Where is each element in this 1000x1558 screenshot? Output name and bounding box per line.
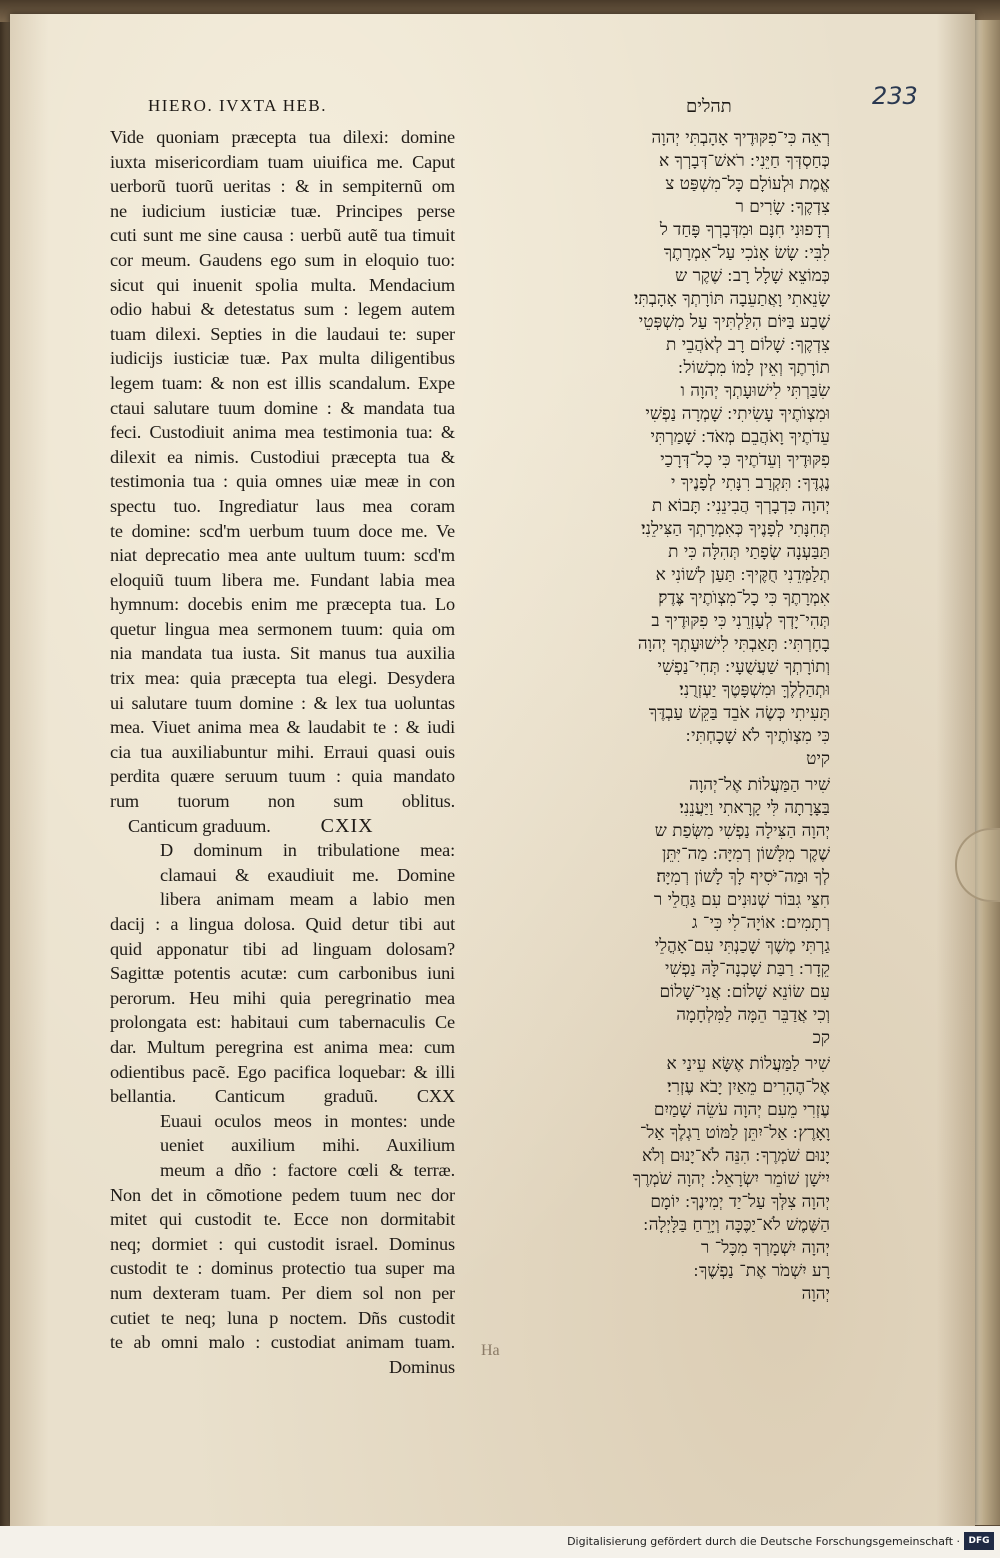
latin-line-text: num dexteram tuam. Per diem sol non per bbox=[110, 1282, 455, 1303]
hebrew-line: תְלַמְּדֵנִי חֻקֶּיךָ ׃ תַּעַן לְשׁוֹנִי א bbox=[655, 565, 830, 585]
hebrew-line: צִדְקֶךָ ׃ שָׁלוֹם רָב לְאֹהֲבֵי ת bbox=[666, 335, 830, 355]
latin-line-text: odio habui & detestatus sum : legem autem bbox=[110, 299, 455, 320]
latin-line-text: ne iudicium iusticiæ tuæ. Principes perse bbox=[110, 200, 455, 221]
latin-line bbox=[110, 1355, 455, 1380]
latin-line-text: Dominus bbox=[389, 1356, 455, 1377]
latin-line-text: odientibus pacẽ. Ego pacifica loquebar: & illi bbox=[110, 1061, 455, 1082]
latin-line-text: quid apponatur tibi ad linguam dolosam? bbox=[110, 938, 455, 959]
hebrew-line: אֶל־הֶהָרִים מֵאַיִן יָבֹא עֶזְרִי׃ bbox=[667, 1077, 830, 1097]
latin-line bbox=[110, 445, 455, 470]
latin-line bbox=[110, 494, 455, 519]
hebrew-line: לִבִּי ׃ שָׂשׂ אָנֹכִי עַל־אִמְרָתֶךָ bbox=[663, 243, 830, 263]
latin-line-text: ueniet auxilium mihi. Auxilium bbox=[160, 1135, 455, 1156]
latin-line-text: cor meum. Gaudens ego sum in eloquio tuo: bbox=[110, 249, 455, 270]
latin-line bbox=[110, 248, 455, 273]
latin-line bbox=[110, 838, 455, 863]
running-head-hebrew: תהלים bbox=[686, 96, 732, 116]
hebrew-line: תְּהִי־יָדְךָ לְעָזְרֵנִי כִּי פִקּוּדֶיךָ ב bbox=[651, 611, 830, 631]
latin-line bbox=[110, 519, 455, 544]
latin-line bbox=[110, 1084, 455, 1109]
latin-line-text: nia mandata tua iusta. Sit manus tua auxilia bbox=[110, 643, 455, 664]
latin-line bbox=[110, 937, 455, 962]
hebrew-line: יְהוָה הַצִּילָה נַפְשִׁי מִשְּׂפַת ש bbox=[654, 821, 830, 841]
hebrew-line: וּתְהַלְלֶךָּ וּמִשְׁפָּטֶךָ יַעְזְרֻנִי׃ bbox=[679, 680, 830, 700]
hebrew-line: קיט bbox=[806, 749, 830, 769]
hebrew-line: עֶזְרִי מֵעִם יְהוָה עֹשֵׂה שָׁמַיִם bbox=[653, 1100, 830, 1120]
latin-line bbox=[110, 297, 455, 322]
latin-line bbox=[110, 1109, 455, 1134]
hebrew-line: לְךָ וּמַה־יֹּסִיף לָךְ לָשׁוֹן רְמִיָּה׃ bbox=[656, 867, 830, 887]
latin-line-text: niat deprecatio mea ante uultum tuum: scd'm bbox=[110, 545, 455, 566]
latin-line-text: hymnum: docebis enim me præcepta tua. Lo bbox=[110, 594, 455, 615]
hebrew-line: שִׂבַּרְתִּי לִישׁוּעָתְךָ יְהוָה ו bbox=[680, 381, 830, 401]
latin-line-text: bellantia. Canticum graduũ. CXX bbox=[110, 1086, 455, 1107]
latin-line-text: meum a dño : factore cœli & terræ. bbox=[160, 1159, 455, 1180]
latin-line-text: neq; dormiet : qui custodit israel. Dominus bbox=[110, 1233, 455, 1254]
latin-line bbox=[110, 740, 455, 765]
hebrew-line: נֶגְדֶּךָ ׃ תִּקְרַב רִנָּתִי לְפָנֶיךָ י bbox=[670, 473, 830, 493]
hebrew-line: וְכִי אֲדַבֵּר הֵמָּה לַמִּלְחָמָה bbox=[676, 1005, 830, 1025]
hebrew-line: שֶׁבַע בַּיּוֹם הִלַּלְתִּיךָ עַל מִשְׁפְּטֵי bbox=[638, 312, 830, 332]
latin-line-text: ui salutare tuum domine : & lex tua uoluntas bbox=[110, 692, 455, 713]
latin-line bbox=[110, 174, 455, 199]
latin-line bbox=[110, 1306, 455, 1331]
latin-line bbox=[110, 691, 455, 716]
hebrew-line: רְדָפוּנִי חִנָּם וּמִדְּבָרְךָ פָּחַד ל bbox=[659, 220, 830, 240]
latin-line bbox=[110, 887, 455, 912]
latin-line-text: custodit te : dominus protectio tua super ma bbox=[110, 1258, 455, 1279]
latin-line bbox=[110, 371, 455, 396]
hebrew-line: פִקּוּדֶיךָ וְעֵדֹתֶיךָ כִּי כָל־דְּרָכַי bbox=[660, 450, 830, 470]
latin-line bbox=[110, 1158, 455, 1183]
hebrew-line: צִדְקֶךָ ׃ שָׂרִים ר bbox=[735, 197, 830, 217]
latin-line bbox=[110, 1010, 455, 1035]
latin-line-text: te domine: scd'm uerbum tuum doce me. Ve bbox=[110, 520, 455, 541]
hebrew-line: רָע יִשְׁמֹר אֶת־ נַפְשֶׁךָ ׃ bbox=[693, 1261, 830, 1281]
latin-line-text: mea. Viuet anima mea & laudabit te : & iudi bbox=[110, 717, 455, 738]
latin-line bbox=[110, 346, 455, 371]
hebrew-line: כְּמוֹצֵא שָׁלָל רָב ׃ שֶׁקֶר ש bbox=[675, 266, 830, 286]
latin-line bbox=[110, 125, 455, 150]
latin-line bbox=[110, 469, 455, 494]
latin-line-text: iudicijs iusticiæ tuæ. Pax multa diligentibus bbox=[110, 348, 455, 369]
hebrew-column bbox=[572, 127, 830, 1306]
latin-line bbox=[110, 273, 455, 298]
hebrew-line: וָאָרֶץ ׃ אַל־יִתֵּן לַמּוֹט רַגְלֶךָ אַל־ bbox=[639, 1123, 830, 1143]
hebrew-line: יְהוָה bbox=[801, 1284, 830, 1304]
latin-line bbox=[110, 1330, 455, 1355]
latin-line bbox=[110, 592, 455, 617]
latin-line-text: Non det in cõmotione pedem tuum nec dor bbox=[110, 1184, 455, 1205]
latin-line bbox=[110, 150, 455, 175]
latin-line-text: quetur lingua mea sermonem tuum: quia om bbox=[110, 618, 455, 639]
latin-line-text: feci. Custodiuit anima mea testimonia tua: & bbox=[110, 422, 455, 443]
hebrew-line: אֱמֶת וּלְעוֹלָם כָּל־מִשְׁפַּט צ bbox=[665, 174, 830, 194]
latin-line-text: sicut qui inuenit spolia multa. Mendacium bbox=[110, 274, 455, 295]
latin-line-text: legem tuam: & non est illis scandalum. Expe bbox=[110, 372, 455, 393]
hebrew-line: וּמִצְוֺתֶיךָ עָשִׂיתִי ׃ שָׁמְרָה נַפְשִׁי bbox=[645, 404, 830, 424]
latin-line bbox=[110, 322, 455, 347]
hebrew-line: כִּי מִצְוֺתֶיךָ לֹא שָׁכָחְתִּי ׃ bbox=[685, 726, 830, 746]
latin-line bbox=[110, 1133, 455, 1158]
hebrew-line: יָנוּם שֹׁמְרֶךָ ׃ הִנֵּה לֹא־יָנוּם וְלֹא bbox=[642, 1146, 830, 1166]
hebrew-line: רְתָמִים ׃ אוֹיָה־לִי כִּי־ ג bbox=[691, 913, 830, 933]
latin-line bbox=[110, 543, 455, 568]
latin-line bbox=[110, 789, 455, 814]
footer-credit: Digitalisierung gefördert durch die Deutsche Forschungsgemeinschaft · bbox=[567, 1535, 960, 1548]
latin-line-text: uerborũ tuorũ ueritas : & in sempiternũ om bbox=[110, 176, 455, 197]
latin-line-text: ctaui salutare tuum domine : & mandata tua bbox=[110, 397, 455, 418]
hebrew-line: יְהוָה יִשְׁמָרְךָ מִכָּל־ ר bbox=[700, 1238, 830, 1258]
latin-line bbox=[110, 814, 455, 839]
latin-line bbox=[110, 420, 455, 445]
hebrew-line: קֵדָר ׃ רַבַּת שָׁכְנָה־לָּהּ נַפְשִׁי bbox=[665, 959, 830, 979]
latin-line bbox=[110, 715, 455, 740]
latin-line bbox=[110, 1183, 455, 1208]
latin-line bbox=[110, 1232, 455, 1257]
latin-line bbox=[110, 223, 455, 248]
margin-mark: Ha bbox=[481, 1342, 500, 1359]
hebrew-line: יְהוָה כִּדְבָרְךָ הֲבִינֵנִי ׃ תָּבוֹא ת bbox=[651, 496, 830, 516]
latin-line bbox=[110, 986, 455, 1011]
latin-line bbox=[110, 961, 455, 986]
latin-line-text: dacij : a lingua dolosa. Quid detur tibi aut bbox=[110, 914, 455, 934]
latin-line bbox=[110, 863, 455, 888]
psalm-number: CXIX bbox=[320, 814, 374, 837]
latin-line bbox=[110, 617, 455, 642]
hebrew-line: יְהוָה צִלְּךָ עַל־יַד יְמִינֶךָ ׃ יוֹמָם bbox=[650, 1192, 830, 1212]
latin-column bbox=[110, 125, 455, 1379]
hebrew-line: תַּבַּעְנָה שְׂפָתַי תְּהִלָּה כִּי ת bbox=[668, 542, 830, 562]
latin-line-text: clamaui & exaudiuit me. Domine bbox=[160, 864, 455, 885]
latin-line-text: Euaui oculos meos in montes: unde bbox=[160, 1110, 455, 1131]
latin-line bbox=[110, 1281, 455, 1306]
latin-line-text: spectu tuo. Ingrediatur laus mea coram bbox=[110, 495, 455, 516]
latin-line-text: D dominum in tribulatione mea: bbox=[160, 840, 455, 861]
hebrew-line: עִם שׂוֹנֵא שָׁלוֹם ׃ אֲנִי־שָׁלוֹם bbox=[659, 982, 830, 1002]
latin-line-text: perdita quære seruum tuum : quia mandato bbox=[110, 766, 455, 787]
latin-line-text: cia tua auxiliabuntur mihi. Erraui quasi ouis bbox=[110, 741, 455, 762]
latin-line-text: cutiet te neq; luna p noctem. Dñs custodit bbox=[110, 1307, 455, 1328]
latin-line-text: te ab omni malo : custodiat animam tuam. bbox=[110, 1332, 455, 1353]
latin-line bbox=[110, 568, 455, 593]
latin-line-text: dilexit ea nimis. Custodiui præcepta tua & bbox=[110, 446, 455, 467]
latin-line bbox=[110, 1207, 455, 1232]
latin-line-text: perorum. Heu mihi quia peregrinatio mea bbox=[110, 987, 455, 1008]
latin-line-text: rum tuorum non sum oblitus. bbox=[110, 791, 455, 812]
hebrew-line: קכ bbox=[812, 1028, 830, 1048]
hebrew-line: הַשֶּׁמֶשׁ לֹא־יַכֶּכָּה וְיָרֵחַ בַּלָּיְלָה ׃ bbox=[643, 1215, 830, 1235]
latin-line-text: Canticum graduum. bbox=[128, 815, 271, 836]
latin-line-text: testimonia tua : quia omnes uiæ meæ in con bbox=[110, 471, 455, 492]
latin-line bbox=[110, 912, 455, 937]
hebrew-line: גַרְתִּי מֶשֶׁךְ שָׁכַנְתִּי עִם־אָהֳלֵי bbox=[654, 936, 830, 956]
hebrew-line: בָחָרְתִּי ׃ תָּאַבְתִּי לִישׁוּעָתְךָ יְהוָה bbox=[637, 634, 830, 654]
hebrew-line: אִמְרָתֶךָ כִּי כָל־מִצְוֺתֶיךָ צֶּדֶק׃ bbox=[658, 588, 830, 608]
latin-line-text: Vide quoniam præcepta tua dilexi: domine bbox=[110, 127, 455, 147]
latin-line-text: dar. Multum peregrina est anima mea: cum bbox=[110, 1036, 455, 1057]
latin-line bbox=[110, 199, 455, 224]
hebrew-line: תוֹרָתֶךָ וְאֵין לָמוֹ מִכְשׁוֹל ׃ bbox=[678, 358, 830, 378]
hebrew-line: חִצֵּי גִבּוֹר שְׁנוּנִים עִם גַּחֲלֵי ר bbox=[653, 890, 830, 910]
hebrew-line: עֵדֹתֶיךָ וָאֹהֲבֵם מְאֹד ׃ שָׁמַרְתִּי bbox=[650, 427, 830, 447]
hebrew-line: שִׁיר לַמַּעֲלוֹת אֶשָּׂא עֵינַי א bbox=[666, 1054, 830, 1074]
latin-line-text: libera animam meam a labio men bbox=[160, 889, 455, 910]
page-fore-edge bbox=[975, 20, 1000, 1525]
folio-number: 233 bbox=[872, 82, 918, 110]
latin-line bbox=[110, 1060, 455, 1085]
running-head-latin: HIERO. IVXTA HEB. bbox=[148, 96, 328, 115]
latin-line-text: prolongata est: habitaui cum tabernaculis Ce bbox=[110, 1012, 455, 1033]
hebrew-line: תְּחִנָּתִי לְפָנֶיךָ כְּאִמְרָתְךָ הַצִּילֵנִי׃ bbox=[641, 519, 830, 539]
hebrew-line: שֶׁקֶר מִלָּשׁוֹן רְמִיָּה ׃ מַה־יִּתֵּן bbox=[661, 844, 830, 864]
hebrew-line: שָׂנֵאתִי וָאֲתַעֵבָה תּוֹרָתְךָ אָהָבְתִּי׃ bbox=[633, 289, 830, 309]
latin-line-text: mitet qui custodit te. Ecce non dormitabit bbox=[110, 1209, 455, 1230]
hebrew-line: יִישָׁן שׁוֹמֵר יִשְׂרָאֵל ׃ יְהוָה שֹׁמְרֶךָ bbox=[632, 1169, 830, 1189]
latin-line-text: Sagittæ potentis acutæ: cum carbonibus iuni bbox=[110, 963, 455, 984]
latin-line bbox=[110, 396, 455, 421]
latin-line-text: iuxta misericordiam tuam uiuifica me. Caput bbox=[110, 151, 455, 172]
latin-line bbox=[110, 1035, 455, 1060]
hebrew-line: רְאֵה כִּי־פִקּוּדֶיךָ אָהָבְתִּי יְהוָה bbox=[651, 128, 830, 148]
latin-line-text: trix mea: quia præcepta tua elegi. Desydera bbox=[110, 668, 455, 689]
latin-line-text: eloquiũ tuum libera me. Fundant labia mea bbox=[110, 569, 455, 590]
latin-line-text: cuti sunt me sine causa : uerbũ autẽ tua timuit bbox=[110, 225, 455, 246]
latin-line bbox=[110, 666, 455, 691]
latin-line bbox=[110, 764, 455, 789]
latin-line-text: tuam dilexi. Septies in die laudaui te: super bbox=[110, 323, 455, 344]
hebrew-line: כְּחַסְדְּךָ חַיֵּנִי ׃ רֹאשׁ־דְּבָרְךָ א bbox=[658, 151, 830, 171]
latin-line bbox=[110, 641, 455, 666]
hebrew-line: תָּעִיתִי כְּשֶׂה אֹבֵד בַּקֵּשׁ עַבְדֶּךָ bbox=[648, 703, 830, 723]
latin-line bbox=[110, 1256, 455, 1281]
hebrew-line: וְתוֹרָתְךָ שַׁעֲשֻׁעָי ׃ תְּחִי־נַפְשִׁי bbox=[657, 657, 830, 677]
dfg-logo: DFG bbox=[964, 1532, 994, 1550]
hebrew-line: בַּצָּרָתָה לִּי קָרָאתִי וַיַּעֲנֵנִי׃ bbox=[679, 798, 830, 818]
hebrew-line: שִׁיר הַמַּעֲלוֹת אֶל־יְהוָה bbox=[689, 775, 830, 795]
